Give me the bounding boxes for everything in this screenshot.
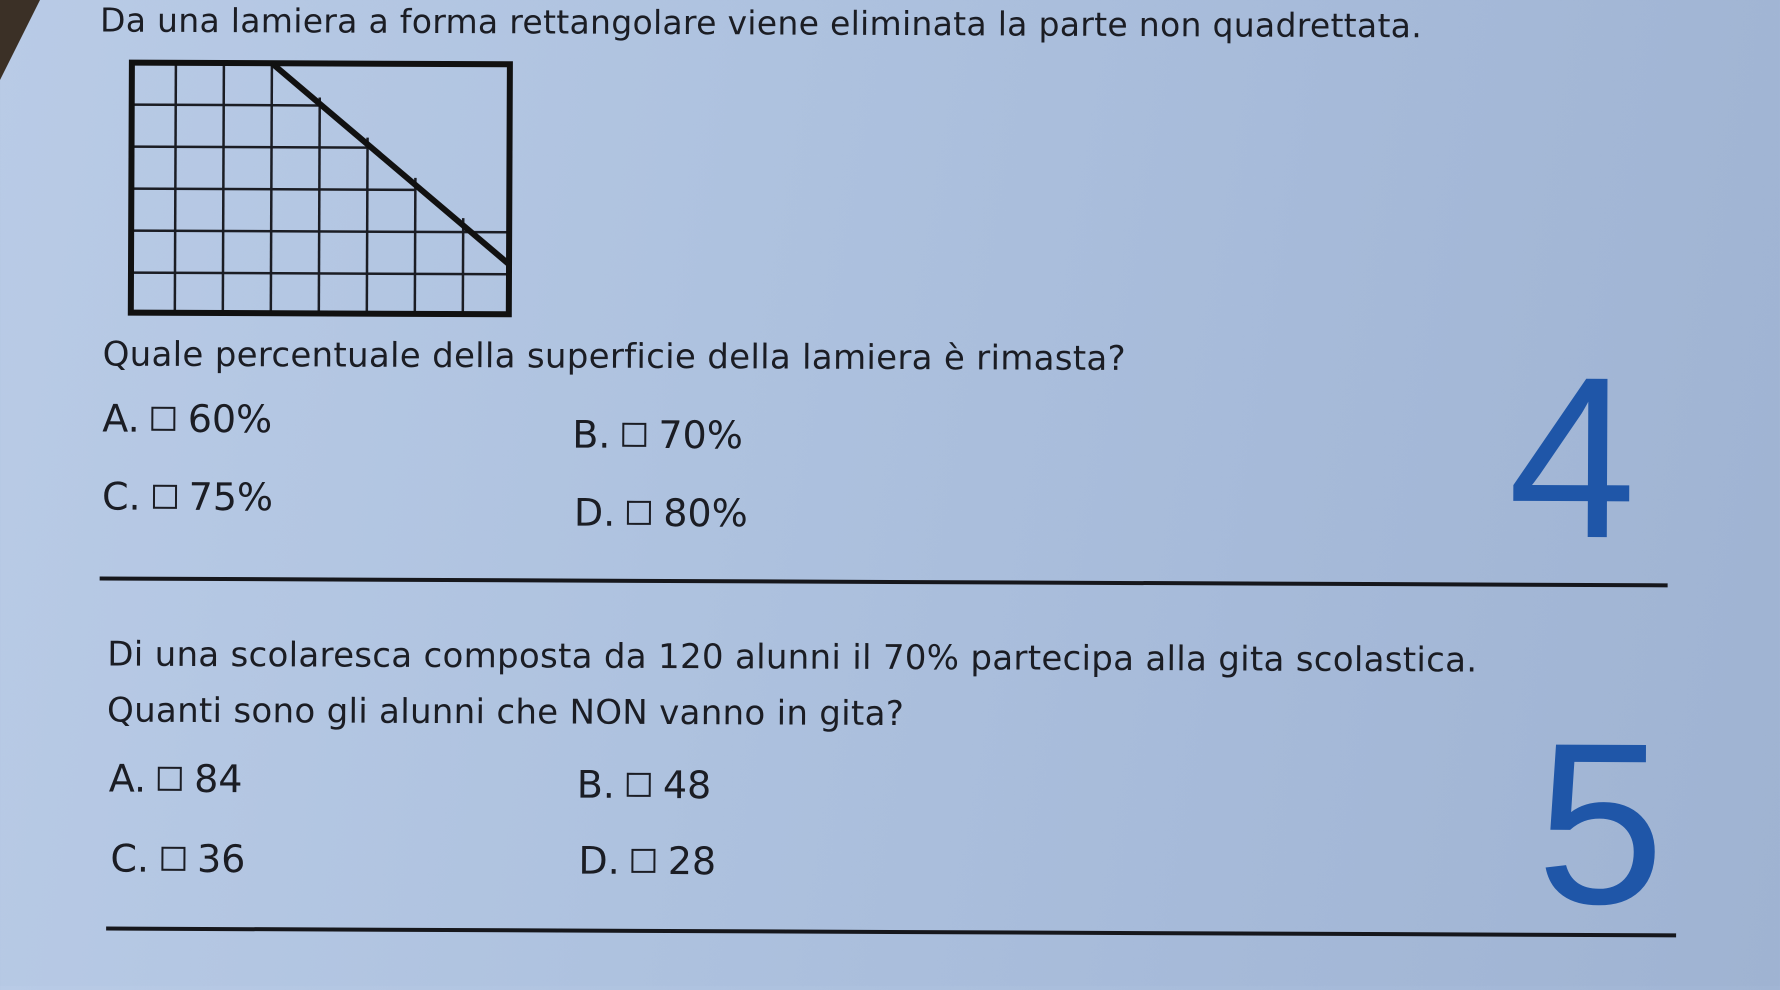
checkbox[interactable] — [627, 773, 651, 797]
q4-option-b[interactable] — [572, 413, 743, 458]
q5-option-c[interactable] — [110, 837, 245, 882]
checkbox[interactable] — [152, 407, 176, 431]
option-letter: B. — [572, 413, 610, 457]
separator-line — [106, 927, 1676, 938]
option-letter: C. — [110, 837, 149, 881]
option-value: 60% — [188, 397, 273, 441]
checkbox[interactable] — [627, 501, 651, 525]
q5-line1: Di una scolaresca composta da 120 alunni il 70% partecipa alla gita scolastica. — [107, 635, 1477, 681]
checkbox[interactable] — [632, 849, 656, 873]
checkbox[interactable] — [158, 767, 182, 791]
option-letter: A. — [102, 397, 140, 441]
checkbox[interactable] — [153, 485, 177, 509]
option-letter: D. — [578, 839, 620, 883]
separator-line — [100, 577, 1668, 588]
option-letter: C. — [102, 475, 141, 519]
option-letter: D. — [574, 491, 616, 535]
question-number-5: 5 — [1536, 709, 1665, 940]
option-value: 75% — [189, 475, 274, 519]
grid-figure — [127, 59, 518, 321]
q5-option-b[interactable] — [577, 763, 712, 808]
option-value: 48 — [663, 763, 712, 807]
option-letter: B. — [577, 763, 615, 807]
option-value: 36 — [197, 837, 246, 881]
q4-option-a[interactable] — [102, 397, 272, 442]
question-number-4: 4 — [1508, 343, 1637, 574]
q5-line2: Quanti sono gli alunni che NON vanno in gita? — [107, 691, 904, 734]
q5-option-d[interactable] — [578, 839, 716, 884]
q4-option-c[interactable] — [102, 475, 273, 520]
option-letter: A. — [109, 757, 147, 801]
option-value: 84 — [194, 757, 243, 801]
q4-option-d[interactable] — [574, 491, 748, 536]
option-value: 70% — [658, 413, 743, 457]
option-value: 80% — [663, 491, 748, 535]
q4-intro: Da una lamiera a forma rettangolare viene eliminata la parte non quadrettata. — [100, 1, 1422, 46]
checkbox[interactable] — [622, 423, 646, 447]
q4-question: Quale percentuale della superficie della lamiera è rimasta? — [103, 335, 1126, 379]
option-value: 28 — [668, 839, 717, 883]
q5-option-a[interactable] — [109, 757, 243, 802]
checkbox[interactable] — [161, 847, 185, 871]
